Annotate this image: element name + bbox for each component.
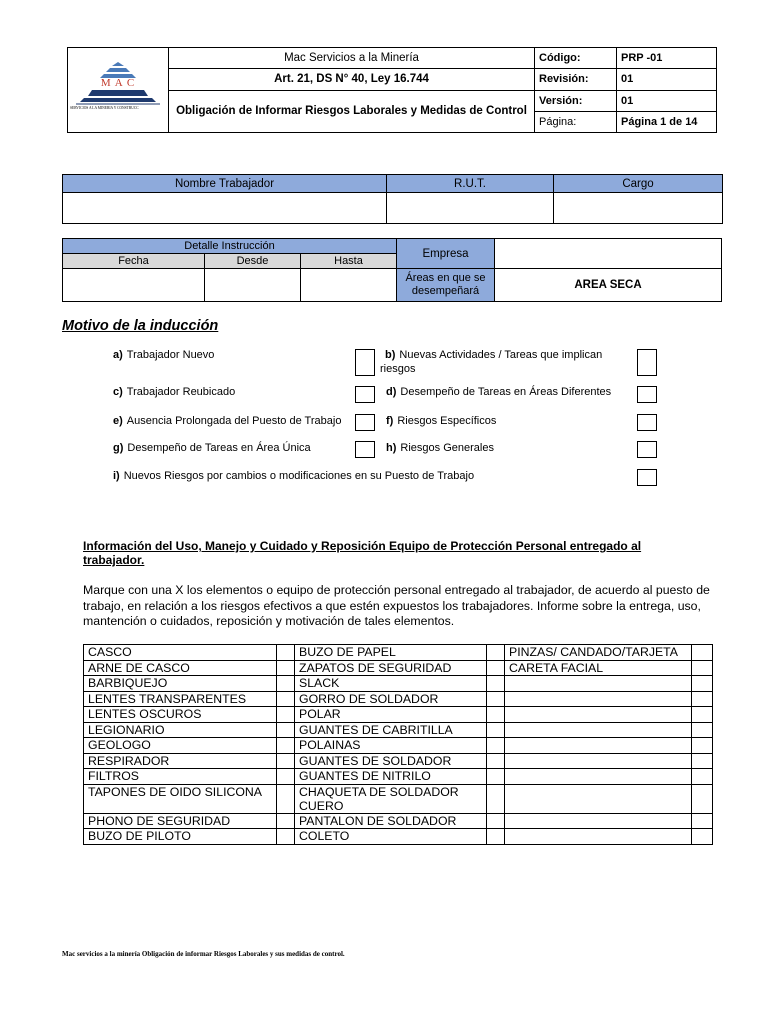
table-row (84, 676, 713, 692)
epp-item: LENTES OSCUROS (84, 707, 277, 723)
table-row (84, 769, 713, 785)
epp-checkbox[interactable] (277, 660, 295, 676)
option-label: Riesgos Específicos (397, 415, 497, 427)
logo-subtext: SERVICIOS A LA MINERIA Y CONSTRUCC (70, 106, 139, 110)
epp-item: LEGIONARIO (84, 722, 277, 738)
option-key: c) (113, 386, 123, 398)
epp-checkbox[interactable] (487, 829, 505, 845)
epp-item: GEOLOGO (84, 738, 277, 754)
rut-field[interactable] (387, 193, 554, 224)
meta-value-revision: 01 (617, 69, 717, 90)
checkbox-h[interactable] (637, 441, 657, 458)
option-i (113, 470, 474, 482)
motivo-title: Motivo de la inducción (62, 318, 219, 334)
epp-item: SLACK (295, 676, 487, 692)
epp-checkbox[interactable] (692, 784, 713, 813)
epp-item: BUZO DE PILOTO (84, 829, 277, 845)
checkbox-f[interactable] (637, 414, 657, 431)
instruction-table (62, 238, 722, 302)
epp-item (505, 769, 692, 785)
option-key: g) (113, 442, 124, 454)
meta-value-page: Página 1 de 14 (617, 111, 717, 132)
document-header (67, 47, 717, 133)
epp-checkbox[interactable] (277, 784, 295, 813)
epp-checkbox[interactable] (692, 722, 713, 738)
document-title: Obligación de Informar Riesgos Laborales y Medidas de Control (169, 90, 535, 133)
option-label: Trabajador Nuevo (126, 349, 215, 361)
epp-item: POLAINAS (295, 738, 487, 754)
epp-checkbox[interactable] (692, 769, 713, 785)
cargo-field[interactable] (554, 193, 723, 224)
epp-item: GUANTES DE SOLDADOR (295, 753, 487, 769)
epp-item (505, 691, 692, 707)
epp-item: ZAPATOS DE SEGURIDAD (295, 660, 487, 676)
table-row (84, 784, 713, 813)
table-row (84, 660, 713, 676)
meta-label-version: Versión: (535, 90, 617, 111)
epp-checkbox[interactable] (487, 645, 505, 661)
epp-checkbox[interactable] (277, 829, 295, 845)
checkbox-d[interactable] (637, 386, 657, 403)
epp-item (505, 707, 692, 723)
option-label: Nuevas Actividades / Tareas que implican riesgos (380, 349, 603, 375)
fecha-header: Fecha (63, 254, 205, 269)
areas-value[interactable]: AREA SECA (495, 269, 722, 302)
option-label: Nuevos Riesgos por cambios o modificaciones en su Puesto de Trabajo (123, 470, 475, 482)
table-row (84, 829, 713, 845)
epp-checkbox[interactable] (692, 691, 713, 707)
option-key: e) (113, 415, 123, 427)
table-row (84, 707, 713, 723)
option-key: i) (113, 470, 120, 482)
table-row (84, 738, 713, 754)
option-e (113, 415, 341, 427)
checkbox-g[interactable] (355, 441, 375, 458)
header-rut: R.U.T. (387, 175, 554, 193)
epp-item: FILTROS (84, 769, 277, 785)
epp-checkbox[interactable] (277, 691, 295, 707)
meta-value-version: 01 (617, 90, 717, 111)
epp-item (505, 784, 692, 813)
epp-item: BARBIQUEJO (84, 676, 277, 692)
epp-item: PHONO DE SEGURIDAD (84, 813, 277, 829)
epp-item: TAPONES DE OIDO SILICONA (84, 784, 277, 813)
epp-checkbox[interactable] (487, 691, 505, 707)
epp-checkbox[interactable] (277, 753, 295, 769)
epp-item: CASCO (84, 645, 277, 661)
empresa-label: Empresa (397, 239, 495, 269)
epp-item: ARNE DE CASCO (84, 660, 277, 676)
epp-checkbox[interactable] (487, 660, 505, 676)
epp-checkbox[interactable] (692, 707, 713, 723)
meta-value-code: PRP -01 (617, 48, 717, 69)
epp-instructions: Marque con una X los elementos o equipo de protección personal entregado al trabajador, de acuerdo al puesto de trabajo, en relación a los riesgos efectivos a que estén expuestos los trabajadores. Informe sobre la entrega, uso, mantención o cuidados, reposición y motivación de tales elementos. (83, 583, 710, 628)
epp-checkbox[interactable] (277, 722, 295, 738)
empresa-field[interactable] (495, 239, 722, 269)
epp-checkbox[interactable] (692, 813, 713, 829)
checkbox-i[interactable] (637, 469, 657, 486)
logo-text: M A C (100, 77, 136, 89)
table-row (84, 645, 713, 661)
option-label: Ausencia Prolongada del Puesto de Trabajo (126, 415, 342, 427)
epp-checkbox[interactable] (692, 738, 713, 754)
option-key: h) (386, 442, 397, 454)
checkbox-a[interactable] (355, 349, 375, 376)
epp-checkbox[interactable] (277, 769, 295, 785)
footer-text: Mac servicios a la minería Obligación de informar Riesgos Laborales y sus medidas de control. (62, 950, 345, 958)
option-label: Riesgos Generales (400, 442, 494, 454)
header-cargo: Cargo (554, 175, 723, 193)
epp-checkbox[interactable] (277, 676, 295, 692)
table-row (84, 753, 713, 769)
epp-checkbox[interactable] (277, 645, 295, 661)
epp-checkbox[interactable] (692, 829, 713, 845)
epp-checkbox[interactable] (487, 722, 505, 738)
epp-checkbox[interactable] (277, 707, 295, 723)
epp-item: GUANTES DE CABRITILLA (295, 722, 487, 738)
table-row (84, 722, 713, 738)
option-label: Trabajador Reubicado (126, 386, 236, 398)
option-f (386, 415, 496, 427)
option-h (386, 442, 494, 454)
epp-item (505, 738, 692, 754)
mac-logo (72, 48, 164, 132)
meta-label-code: Código: (535, 48, 617, 69)
epp-item: GORRO DE SOLDADOR (295, 691, 487, 707)
epp-checkbox[interactable] (487, 784, 505, 813)
option-key: a) (113, 349, 123, 361)
meta-label-revision: Revisión: (535, 69, 617, 90)
checkbox-b[interactable] (637, 349, 657, 376)
option-label: Desempeño de Tareas en Áreas Diferentes (400, 386, 612, 398)
epp-checkbox[interactable] (487, 753, 505, 769)
epp-item: BUZO DE PAPEL (295, 645, 487, 661)
epp-table (83, 644, 713, 845)
hasta-header: Hasta (301, 254, 397, 269)
epp-item (505, 722, 692, 738)
checkbox-e[interactable] (355, 414, 375, 431)
option-key: f) (386, 415, 394, 427)
hasta-field[interactable] (301, 269, 397, 302)
epp-checkbox[interactable] (692, 753, 713, 769)
option-a (113, 349, 214, 361)
epp-title: Información del Uso, Manejo y Cuidado y Reposición Equipo de Protección Personal entregado al trabajador. (83, 539, 642, 567)
epp-item: CARETA FACIAL (505, 660, 692, 676)
epp-item: RESPIRADOR (84, 753, 277, 769)
option-key: b) (385, 349, 396, 361)
table-row (84, 813, 713, 829)
epp-item (505, 829, 692, 845)
option-d (386, 386, 611, 398)
option-key: d) (386, 386, 397, 398)
logo-cell (68, 48, 169, 133)
epp-checkbox[interactable] (487, 738, 505, 754)
epp-item (505, 813, 692, 829)
epp-item (505, 753, 692, 769)
epp-checkbox[interactable] (487, 813, 505, 829)
epp-item: POLAR (295, 707, 487, 723)
epp-item: LENTES TRANSPARENTES (84, 691, 277, 707)
company-name: Mac Servicios a la Minería (169, 48, 535, 69)
header-nombre: Nombre Trabajador (63, 175, 387, 193)
option-g (113, 442, 311, 454)
epp-checkbox[interactable] (692, 676, 713, 692)
epp-item: PANTALON DE SOLDADOR (295, 813, 487, 829)
worker-table (62, 174, 723, 224)
table-row (84, 691, 713, 707)
epp-checkbox[interactable] (277, 738, 295, 754)
desde-field[interactable] (205, 269, 301, 302)
law-reference: Art. 21, DS N° 40, Ley 16.744 (169, 69, 535, 90)
epp-checkbox[interactable] (487, 707, 505, 723)
epp-checkbox[interactable] (487, 769, 505, 785)
epp-checkbox[interactable] (692, 660, 713, 676)
epp-item: COLETO (295, 829, 487, 845)
detalle-header: Detalle Instrucción (63, 239, 397, 254)
epp-checkbox[interactable] (277, 813, 295, 829)
epp-item: GUANTES DE NITRILO (295, 769, 487, 785)
option-c (113, 386, 235, 398)
epp-item (505, 676, 692, 692)
epp-item: PINZAS/ CANDADO/TARJETA (505, 645, 692, 661)
epp-checkbox[interactable] (692, 645, 713, 661)
option-b (380, 349, 630, 376)
epp-checkbox[interactable] (487, 676, 505, 692)
meta-label-page: Página: (535, 111, 617, 132)
epp-item: CHAQUETA DE SOLDADOR CUERO (295, 784, 487, 813)
fecha-field[interactable] (63, 269, 205, 302)
nombre-field[interactable] (63, 193, 387, 224)
option-label: Desempeño de Tareas en Área Única (127, 442, 311, 454)
desde-header: Desde (205, 254, 301, 269)
areas-label: Áreas en que se desempeñará (397, 269, 495, 302)
checkbox-c[interactable] (355, 386, 375, 403)
